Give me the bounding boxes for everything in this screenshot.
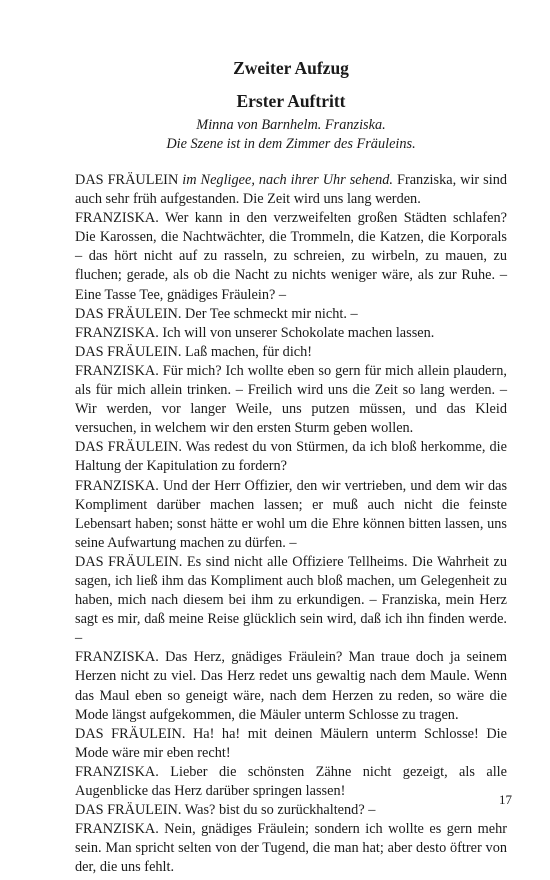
speaker: DAS FRÄULEIN.	[75, 439, 182, 456]
scene-title: Erster Auftritt	[236, 91, 346, 111]
speech-text: Der Tee schmeckt mir nicht. –	[185, 305, 358, 322]
speaker: FRANZISKA.	[75, 821, 159, 838]
speech-text: Ha! ha! mit deinen Mäulern unterm Schlosse! Die Mode wäre mir eben recht!	[75, 725, 507, 761]
page-content	[75, 56, 507, 877]
stage-direction: im Negligee, nach ihrer Uhr sehend.	[182, 172, 394, 188]
page-number: 17	[499, 792, 512, 807]
speech-text: Lieber die schönsten Zähne nicht gezeigt, als alle Augenblicke das Herz darüber springen lassen!	[75, 763, 507, 799]
speech-2	[75, 209, 507, 304]
speech-7	[75, 438, 507, 476]
dialogue	[75, 171, 507, 877]
speech-text: Für mich? Ich wollte eben so gern für mich allein plaudern, als für mich allein trinken. – Freilich wird uns die Zeit so lang werden. – Wir werden, vor langer Weile, uns putzen müssen, und das Kleid versuchen, in welchem wir den ersten Sturm geben wollen.	[75, 362, 507, 437]
stage-direction-characters: Minna von Barnhelm. Franziska.	[196, 117, 386, 133]
speech-11	[75, 725, 507, 763]
speaker: DAS FRÄULEIN.	[75, 802, 182, 819]
speaker: DAS FRÄULEIN.	[75, 343, 182, 360]
speaker: FRANZISKA.	[75, 649, 159, 666]
speech-text: Was? bist du so zurückhaltend? –	[184, 802, 376, 819]
speech-14	[75, 820, 507, 877]
speech-text: Wer kann in den verzweifelten großen Städten schlafen? Die Karossen, die Nachtwächter, die Trommeln, die Katzen, die Korporals – das hört nicht auf zu rasseln, zu schreien, zu wirbeln, zu mauen, zu fluchen; gerade, als ob die Nacht zu nichts weniger wäre, als zur Ruhe. – Eine Tasse Tee, gnädiges Fräulein? –	[75, 210, 507, 303]
speaker: FRANZISKA.	[75, 324, 159, 341]
speech-9	[75, 553, 507, 648]
speech-text: Das Herz, gnädiges Fräulein? Man traue doch ja seinem Herzen nicht zu viel. Das Herz redet uns gewaltig nach dem Maule. Wenn das Maul eben so geneigt wäre, nach dem Herzen zu reden, so wäre die Mode längst aufgekommen, die Mäuler unterm Schlosse zu tragen.	[75, 649, 508, 723]
speaker: DAS FRÄULEIN.	[75, 305, 182, 322]
speech-text: Franziska, wir sind auch sehr früh aufgestanden. Die Zeit wird uns lang werden.	[75, 172, 508, 208]
speech-3	[75, 305, 507, 324]
speech-text: Was redest du von Stürmen, da ich bloß herkomme, die Haltung der Kapitulation zu fordern?	[75, 439, 507, 475]
speaker: DAS FRÄULEIN	[75, 172, 179, 188]
speaker: DAS FRÄULEIN.	[75, 725, 186, 742]
speech-10	[75, 648, 507, 724]
speech-4	[75, 324, 507, 343]
act-title: Zweiter Aufzug	[233, 58, 349, 78]
speaker: DAS FRÄULEIN.	[75, 553, 183, 570]
speech-8	[75, 477, 507, 553]
speaker: FRANZISKA.	[75, 763, 159, 780]
stage-direction-setting: Die Szene ist in dem Zimmer des Fräuleins.	[166, 136, 416, 152]
speech-text: Nein, gnädiges Fräulein; sondern ich wollte es gern mehr sein. Man spricht selten von der Tugend, die man hat; aber desto öftrer von der, die uns fehlt.	[75, 821, 507, 876]
speech-5	[75, 343, 507, 362]
speech-text: Und der Herr Offizier, den wir vertrieben, und dem wir das Kompliment darüber machen lassen; er muß auch nicht die feinste Lebensart haben; sonst hätte er wohl um die Ehre können bitten lassen, uns seine Aufwartung machen zu dürfen. –	[75, 477, 508, 551]
speaker: FRANZISKA.	[75, 210, 159, 227]
speech-13	[75, 801, 507, 820]
speech-text: Laß machen, für dich!	[185, 343, 313, 360]
speech-1	[75, 171, 507, 209]
speaker: FRANZISKA.	[75, 362, 159, 379]
speech-6	[75, 362, 507, 438]
speaker: FRANZISKA.	[75, 477, 159, 494]
speech-12	[75, 763, 507, 801]
speech-text: Es sind nicht alle Offiziere Tellheims. Die Wahrheit zu sagen, ich ließ ihm das Kompliment auch bloß machen, um Gelegenheit zu haben, mich nach diesem bei ihm zu erkundigen. – Franziska, mein Herz sagt es mir, daß meine Reise glücklich sein wird, daß ich ihn finden werde. –	[75, 553, 507, 647]
speech-text: Ich will von unserer Schokolate machen lassen.	[162, 324, 435, 341]
